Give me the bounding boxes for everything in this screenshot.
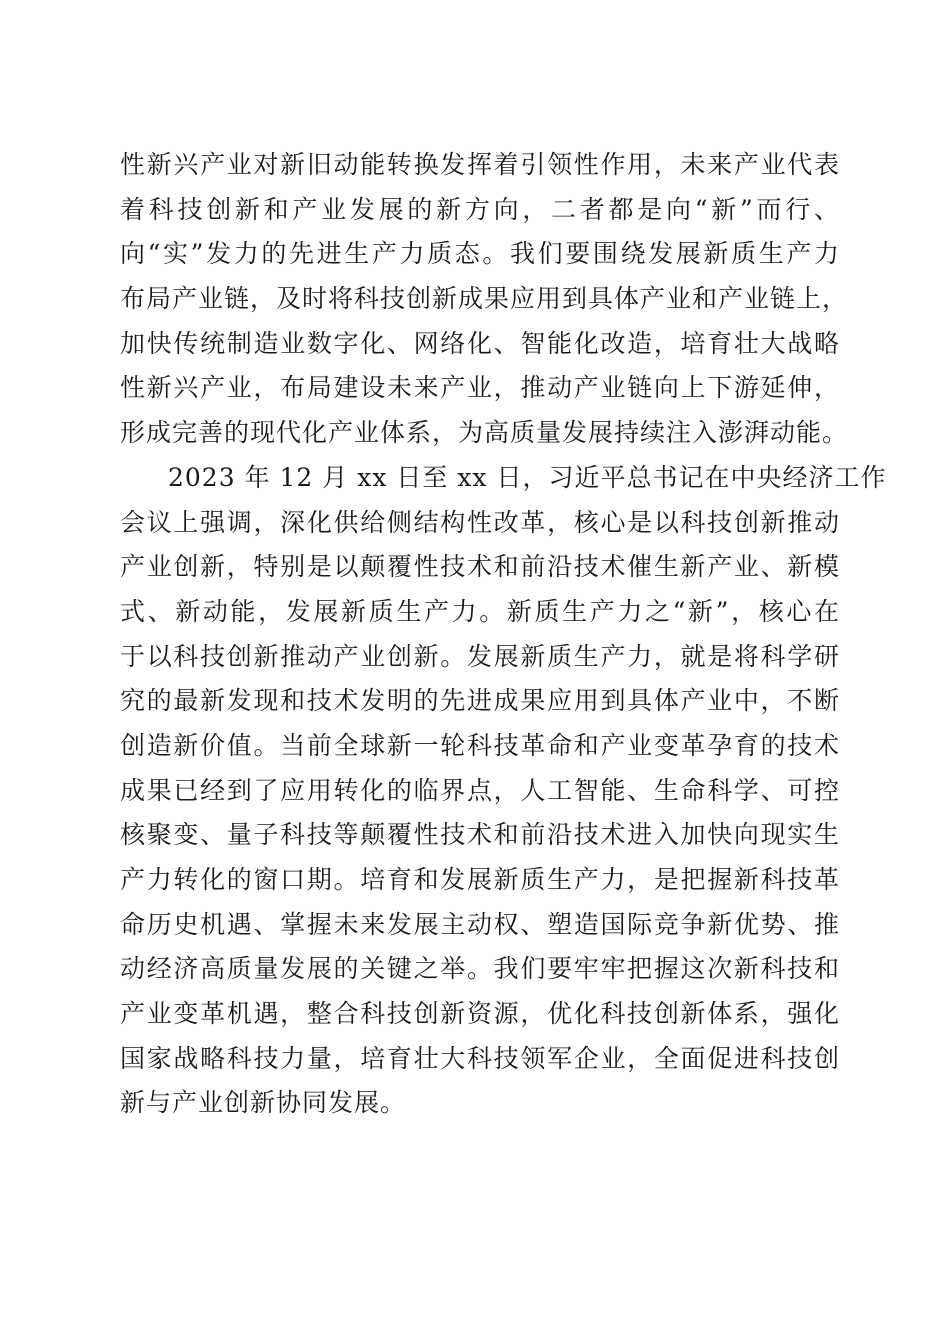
paragraph-line: 布局产业链，及时将科技创新成果应用到具体产业和产业链上，: [120, 284, 849, 314]
paragraph-line: 创造新价值。当前全球新一轮科技革命和产业变革孕育的技术: [120, 730, 840, 760]
paragraph-line: 产业创新，特别是以颠覆性技术和前沿技术催生新产业、新模: [120, 552, 840, 582]
paragraph-line: 于以科技创新推动产业创新。发展新质生产力，就是将科学研: [120, 641, 840, 671]
paragraph-line: 性新兴产业对新旧动能转换发挥着引领性作用，未来产业代表: [120, 150, 840, 179]
paragraph-line: 动经济高质量发展的关键之举。我们要牢牢把握这次新科技和: [120, 954, 840, 984]
document-body: [120, 143, 887, 1126]
paragraph-line: 形成完善的现代化产业体系，为高质量发展持续注入澎湃动能。: [120, 418, 849, 448]
paragraph-line: 2023 年 12 月 xx 日至 xx 日，习近平总书记在中央经济工作: [168, 462, 887, 492]
paragraph-line: 产业变革机遇，整合科技创新资源，优化科技创新体系，强化: [120, 999, 840, 1029]
paragraph-line: 着科技创新和产业发展的新方向，二者都是向“新”而行、: [120, 194, 840, 224]
paragraph-line: 究的最新发现和技术发明的先进成果应用到具体产业中，不断: [120, 686, 840, 716]
paragraph-line: 命历史机遇、掌握未来发展主动权、塑造国际竞争新优势、推: [120, 909, 840, 939]
paragraph-line: 性新兴产业，布局建设未来产业，推动产业链向上下游延伸，: [120, 373, 840, 403]
paragraph-line: 会议上强调，深化供给侧结构性改革，核心是以科技创新推动: [120, 507, 840, 537]
paragraph-line: 向“实”发力的先进生产力质态。我们要围绕发展新质生产力: [120, 239, 840, 269]
paragraph-1: [120, 143, 849, 456]
paragraph-2: [120, 456, 887, 1126]
paragraph-line: 成果已经到了应用转化的临界点，人工智能、生命科学、可控: [120, 775, 840, 805]
paragraph-line: 产力转化的窗口期。培育和发展新质生产力，是把握新科技革: [120, 865, 840, 894]
paragraph-line: 新与产业创新协同发展。: [120, 1088, 407, 1118]
paragraph-line: 式、新动能，发展新质生产力。新质生产力之“新”，核心在: [120, 596, 840, 626]
paragraph-line: 加快传统制造业数字化、网络化、智能化改造，培育壮大战略: [120, 328, 840, 358]
paragraph-line: 核聚变、量子科技等颠覆性技术和前沿技术进入加快向现实生: [120, 820, 840, 850]
paragraph-line: 国家战略科技力量，培育壮大科技领军企业，全面促进科技创: [120, 1043, 840, 1073]
